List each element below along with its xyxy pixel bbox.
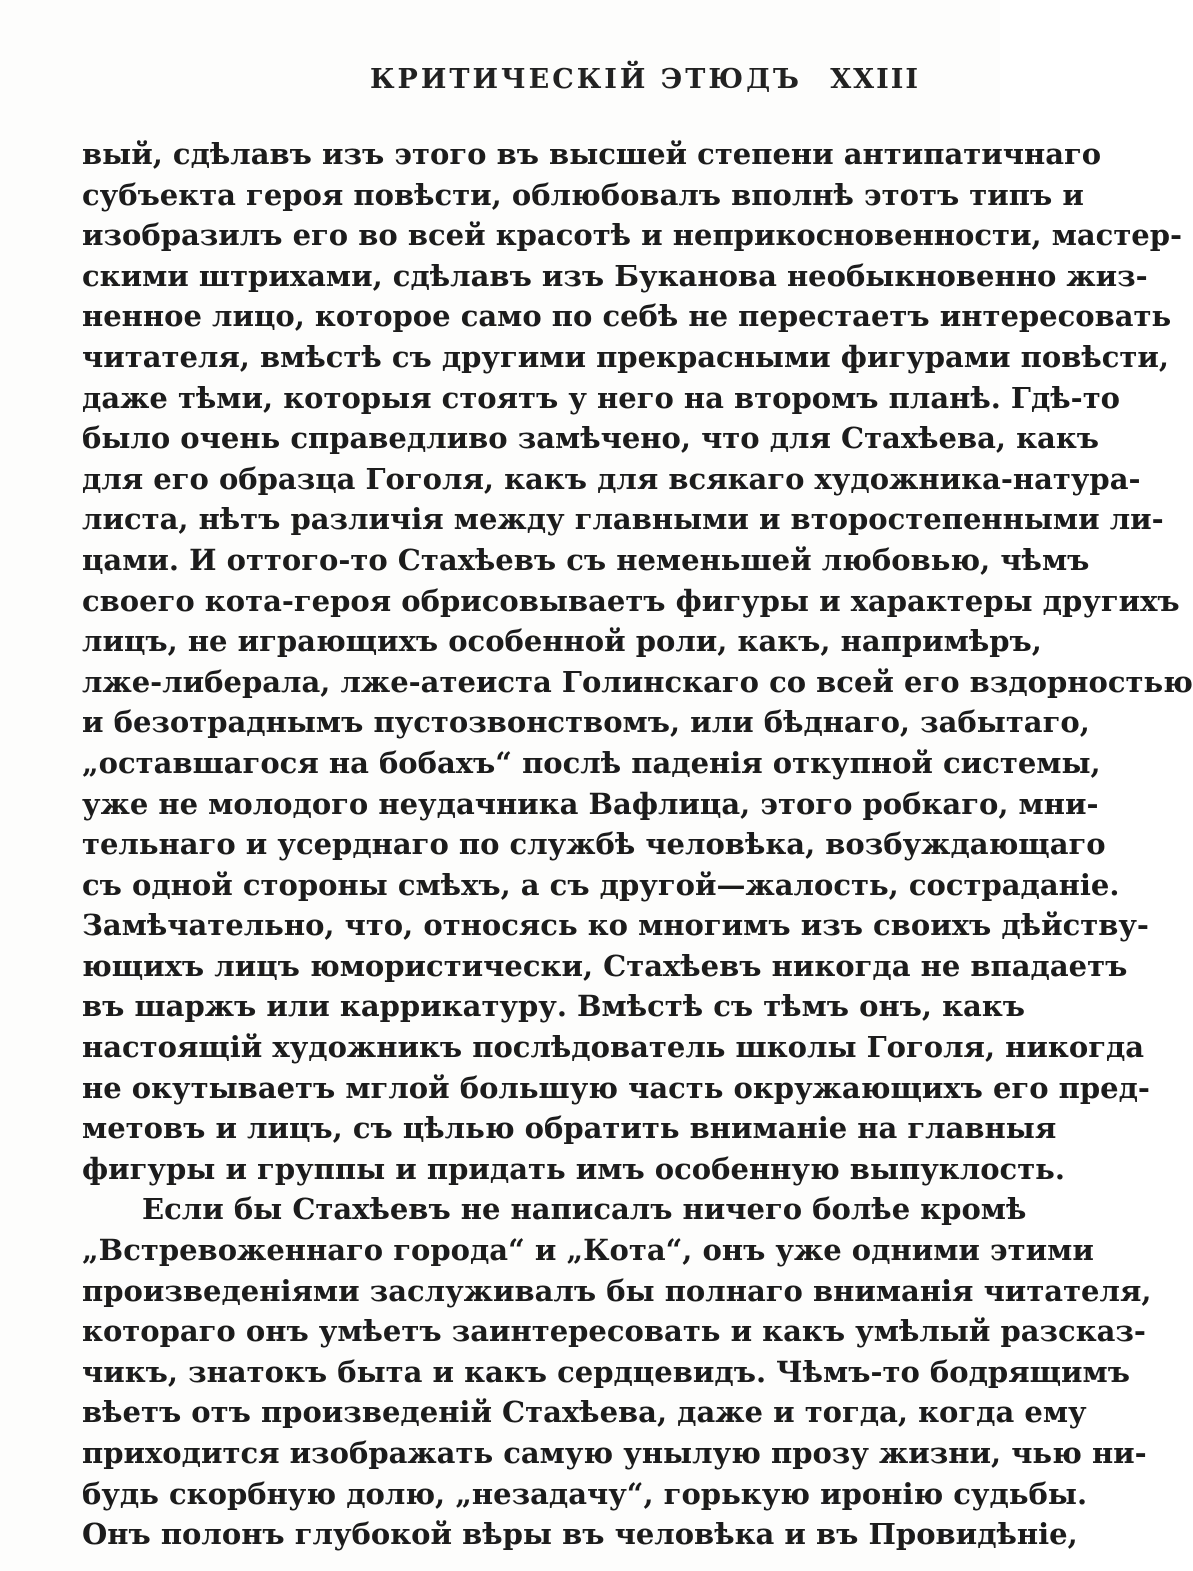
page-number: XXIII: [830, 64, 920, 95]
text-line: даже тѣми, которыя стоятъ у него на второмъ планѣ. Гдѣ-то: [82, 380, 1121, 415]
text-line: ненное лицо, которое само по себѣ не перестаетъ интересовать: [82, 299, 1172, 334]
text-line: Замѣчательно, что, относясь ко многимъ изъ своихъ дѣйству-: [82, 908, 1149, 943]
text-line: котораго онъ умѣетъ заинтересовать и какъ умѣлый разсказ-: [82, 1314, 1146, 1349]
text-line: изобразилъ его во всей красотѣ и неприкосновенности, мастер-: [82, 218, 1183, 253]
body-text: [82, 134, 1193, 1555]
text-line: скими штрихами, сдѣлавъ изъ Буканова необыкновенно жиз-: [82, 258, 1148, 293]
text-line: „Встревоженнаго города“ и „Кота“, онъ уже одними этими: [82, 1233, 1094, 1268]
text-line: Онъ полонъ глубокой вѣры въ человѣка и въ Провидѣніе,: [82, 1517, 1078, 1552]
text-line: читателя, вмѣстѣ съ другими прекрасными фигурами повѣсти,: [82, 339, 1169, 374]
paragraph-1: [82, 134, 1193, 1189]
text-line: будь скорбную долю, „незадачу“, горькую иронію судьбы.: [82, 1476, 1088, 1511]
text-line: фигуры и группы и придать имъ особенную выпуклость.: [82, 1151, 1065, 1186]
running-head: КРИТИЧЕСКІЙ ЭТЮДЪ: [370, 64, 802, 95]
text-line: произведеніями заслуживалъ бы полнаго вниманія читателя,: [82, 1273, 1152, 1308]
text-line: чикъ, знатокъ быта и какъ сердцевидъ. Чѣмъ-то бодрящимъ: [82, 1354, 1130, 1389]
text-line: не окутываетъ мглой большую часть окружающихъ его пред-: [82, 1070, 1150, 1105]
text-line: своего кота-героя обрисовываетъ фигуры и характеры другихъ: [82, 583, 1180, 618]
text-line: „оставшагося на бобахъ“ послѣ паденія откупной системы,: [82, 745, 1101, 780]
text-line: вѣетъ отъ произведеній Стахѣева, даже и тогда, когда ему: [82, 1395, 1087, 1430]
text-line: уже не молодого неудачника Вафлица, этого робкаго, мни-: [82, 786, 1099, 821]
text-line: Если бы Стахѣевъ не написалъ ничего болѣе кромѣ: [142, 1192, 1027, 1227]
text-line: субъекта героя повѣсти, облюбовалъ вполнѣ этотъ типъ и: [82, 177, 1084, 212]
text-line: съ одной стороны смѣхъ, а съ другой—жалость, состраданіе.: [82, 867, 1120, 902]
text-line: настоящій художникъ послѣдователь школы Гоголя, никогда: [82, 1030, 1145, 1065]
text-line: тельнаго и усерднаго по службѣ человѣка, возбуждающаго: [82, 827, 1106, 862]
text-line: приходится изображать самую унылую прозу жизни, чью ни-: [82, 1436, 1147, 1470]
text-line: для его образца Гоголя, какъ для всякаго художника-натура-: [82, 461, 1141, 496]
text-line: въ шаржъ или каррикатуру. Вмѣстѣ съ тѣмъ онъ, какъ: [82, 989, 1026, 1024]
paragraph-2: [82, 1189, 1152, 1554]
text-line: цами. И оттого-то Стахѣевъ съ неменьшей любовью, чѣмъ: [82, 542, 1090, 577]
text-line: было очень справедливо замѣчено, что для Стахѣева, какъ: [82, 421, 1100, 456]
page-header: [80, 64, 920, 104]
text-line: лже-либерала, лже-атеиста Голинскаго со всей его вздорностью: [82, 664, 1193, 699]
text-line: вый, сдѣлавъ изъ этого въ высшей степени антипатичнаго: [82, 137, 1102, 171]
text-line: и безотраднымъ пустозвонствомъ, или бѣднаго, забытаго,: [82, 705, 1090, 740]
text-line: лицъ, не играющихъ особенной роли, какъ, напримѣръ,: [82, 624, 1042, 659]
text-line: листа, нѣтъ различія между главными и второстепенными ли-: [82, 502, 1164, 537]
text-line: ющихъ лицъ юмористически, Стахѣевъ никогда не впадаетъ: [82, 948, 1128, 983]
text-line: метовъ и лицъ, съ цѣлью обратить вниманіе на главныя: [82, 1111, 1057, 1146]
